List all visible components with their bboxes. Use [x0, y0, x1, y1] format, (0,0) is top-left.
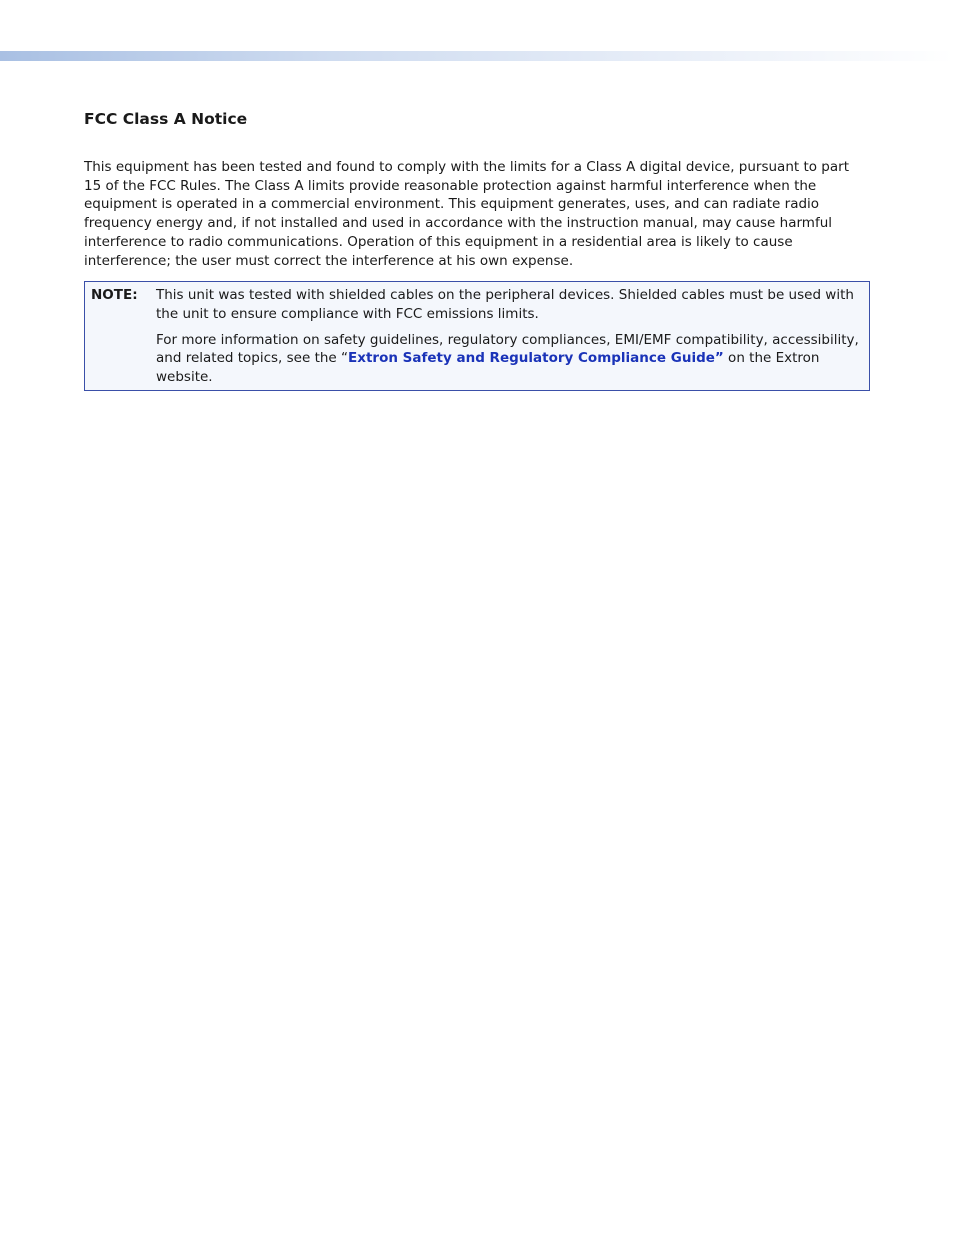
note-body: [156, 286, 859, 387]
section-heading: FCC Class A Notice: [84, 110, 248, 128]
note-box: [84, 281, 870, 391]
note-label: NOTE:: [91, 287, 138, 304]
note-line-1: This unit was tested with shielded cables on the peripheral devices. Shielded cables must be used with the unit to ensure compliance with FCC emissions limits.: [156, 287, 854, 322]
note-line-2-suffix: on the Extron website.: [156, 350, 820, 386]
compliance-guide-link[interactable]: Extron Safety and Regulatory Compliance Guide”: [348, 350, 724, 367]
header-gradient-bar: [0, 51, 954, 61]
fcc-paragraph: This equipment has been tested and found to comply with the limits for a Class A digital device, pursuant to part 15 of the FCC Rules. The Class A limits provide reasonable protection against harmful interference when the equipment is operated in a commercial environment. This equipment generates, uses, and can radiate radio frequency energy and, if not installed and used in accordance with the instruction manual, may cause harmful interference to radio communications. Operation of this equipment in a residential area is likely to cause interference; the user must correct the interference at his own expense.: [84, 159, 849, 269]
page-content: [84, 109, 870, 391]
note-line-2: [156, 331, 859, 387]
note-line-2-prefix: For more information on safety guidelines, regulatory compliances, EMI/EMF compatibility, accessibility, and related topics, see the “: [156, 331, 859, 367]
